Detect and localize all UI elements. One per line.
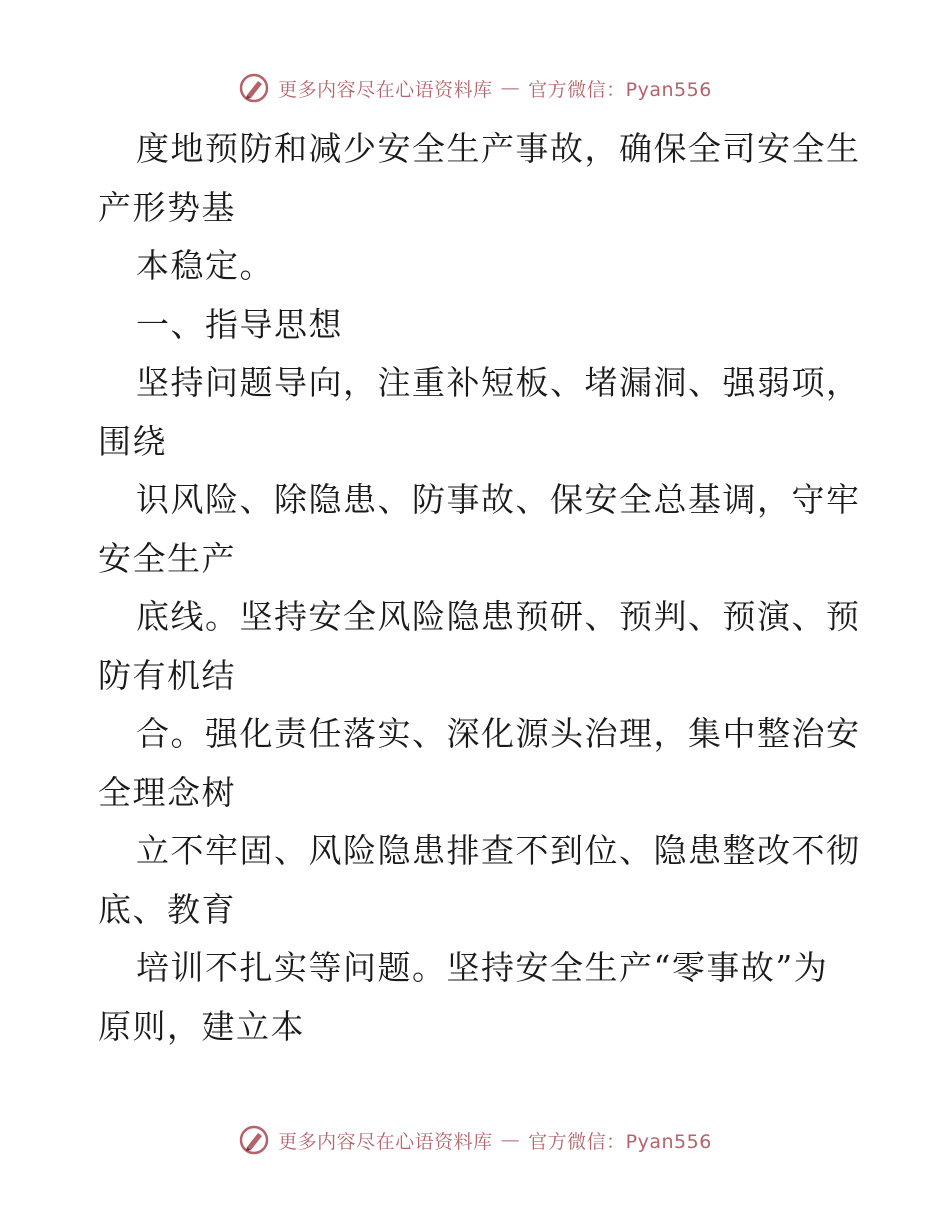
paragraph-line: 立不牢固、风险隐患排查不到位、隐患整改不彻: [136, 831, 861, 870]
paragraph-line: 培训不扎实等问题。坚持安全生产“零事故”为: [136, 948, 829, 987]
paragraph-line: 安全生产: [98, 538, 236, 578]
pen-logo-icon: [238, 1124, 270, 1156]
paragraph-line: 全理念树: [98, 772, 236, 812]
paragraph-line: 产形势基: [98, 187, 236, 227]
paragraph-line: 底线。坚持安全风险隐患预研、预判、预演、预: [136, 597, 861, 636]
paragraph-line: 坚持问题导向，注重补短板、堵漏洞、强弱项，: [136, 363, 861, 402]
watermark-brand-text: 更多内容尽在心语资料库: [278, 78, 493, 101]
section-heading: 一、指导思想: [136, 304, 343, 344]
document-body: [98, 120, 861, 1056]
paragraph-line: 防有机结: [98, 655, 236, 695]
paragraph-line: 合。强化责任落实、深化源头治理，集中整治安: [136, 714, 861, 753]
paragraph-line: 底、教育: [98, 889, 236, 929]
paragraph-line: 原则，建立本: [98, 1006, 305, 1046]
paragraph-line: 围绕: [98, 421, 167, 461]
paragraph-line: 识风险、除隐患、防事故、保安全总基调，守牢: [136, 480, 861, 519]
footer-watermark: [0, 1124, 950, 1156]
paragraph-line: 度地预防和减少安全生产事故，确保全司安全生: [136, 129, 861, 168]
watermark-contact-text: 官方微信：Pyan556: [528, 78, 712, 101]
watermark-separator: —: [500, 77, 521, 99]
paragraph-line: 本稳定。: [136, 246, 274, 285]
header-watermark: [0, 72, 950, 104]
watermark-separator: —: [500, 1129, 521, 1151]
watermark-brand-text: 更多内容尽在心语资料库: [278, 1130, 493, 1153]
watermark-contact-text: 官方微信：Pyan556: [528, 1130, 712, 1153]
pen-logo-icon: [238, 72, 270, 104]
